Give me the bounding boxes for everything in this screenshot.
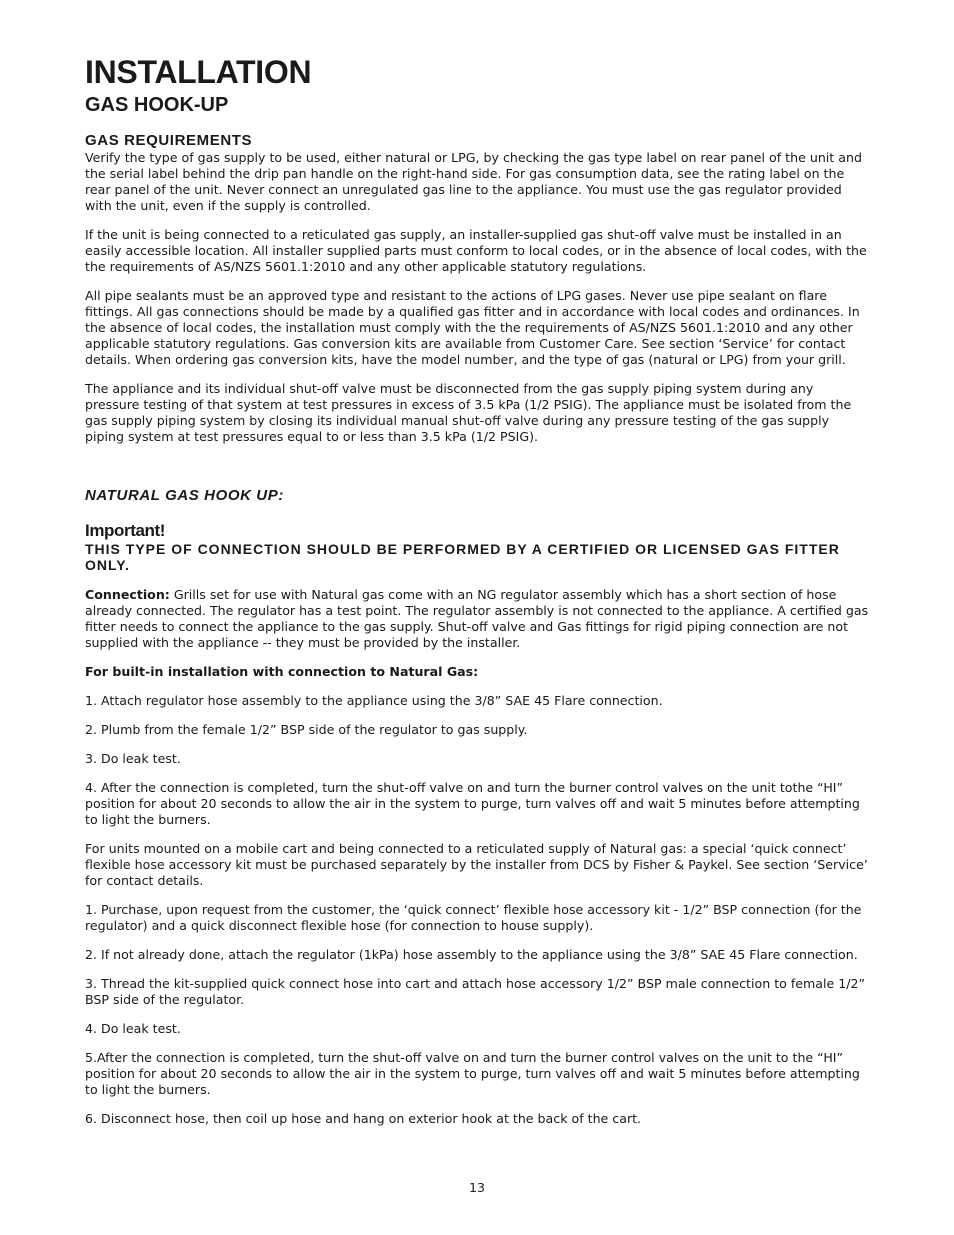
connection-label: Connection:: [85, 587, 170, 602]
mobile-intro: For units mounted on a mobile cart and being connected to a reticulated supply of Natural gas: a special ‘quick connect’ flexible hose accessory kit must be purchased separately by the installer from DCS by Fisher & Paykel. See section ‘Service’ for contact details.: [85, 841, 868, 888]
mobile-step: 5.After the connection is completed, turn the shut-off valve on and turn the burner control valves on the unit to the “HI” position for about 20 seconds to allow the air in the system to purge, turn valves off and wait 5 minutes before attempting to light the burners.: [85, 1050, 860, 1097]
mobile-step: 2. If not already done, attach the regulator (1kPa) hose assembly to the appliance using the 3/8” SAE 45 Flare connection.: [85, 947, 858, 962]
paragraph: The appliance and its individual shut-off valve must be disconnected from the gas supply piping system during any pressure testing of that system at test pressures in excess of 3.5 kPa (1/2 PSIG). The appliance must be isolated from the gas supply piping system by closing its individual manual shut-off valve during any pressure testing of the gas supply piping system at test pressures equal to or less than 3.5 kPa (1/2 PSIG).: [85, 381, 852, 444]
gas-requirements-heading: GAS REQUIREMENTS: [85, 132, 253, 149]
mobile-step: 3. Thread the kit-supplied quick connect hose into cart and attach hose accessory 1/2” BSP male connection to female 1/2” BSP side of the regulator.: [85, 976, 866, 1007]
builtin-step: 3. Do leak test.: [85, 751, 181, 766]
builtin-step: 2. Plumb from the female 1/2” BSP side of the regulator to gas supply.: [85, 722, 528, 737]
mobile-step: 6. Disconnect hose, then coil up hose and hang on exterior hook at the back of the cart.: [85, 1111, 642, 1126]
builtin-step: 1. Attach regulator hose assembly to the appliance using the 3/8” SAE 45 Flare connection.: [85, 693, 663, 708]
paragraph: If the unit is being connected to a reticulated gas supply, an installer-supplied gas shut-off valve must be installed in an easily accessible location. All installer supplied parts must conform to local codes, or in the absence of local codes, with the the requirements of AS/NZS 5601.1:2010 and any other applicable statutory regulations.: [85, 227, 867, 274]
connection-paragraph: [85, 587, 870, 651]
warning-text: THIS TYPE OF CONNECTION SHOULD BE PERFORMED BY A CERTIFIED OR LICENSED GAS FITTER ONLY.: [85, 541, 840, 573]
page-number: 13: [468, 1180, 486, 1195]
mobile-step: 4. Do leak test.: [85, 1021, 181, 1036]
paragraph: Verify the type of gas supply to be used, either natural or LPG, by checking the gas type label on rear panel of the unit and the serial label behind the drip pan handle on the right-hand side. For gas consumption data, see the rating label on the rear panel of the unit. Never connect an unregulated gas line to the appliance. You must use the gas regulator provided with the unit, even if the supply is controlled.: [85, 150, 862, 213]
page-title: INSTALLATION: [85, 54, 312, 90]
connection-text: Grills set for use with Natural gas come with an NG regulator assembly which has a short section of hose already connected. The regulator has a test point. The regulator assembly is not connected to the appliance. A certified gas fitter needs to connect the appliance to the gas supply. Shut-off valve and Gas fittings for rigid piping connection are not supplied with the appliance -- they must be provided by the installer.: [85, 587, 869, 650]
important-label: Important!: [85, 521, 166, 540]
builtin-heading: For built-in installation with connection to Natural Gas:: [85, 664, 479, 679]
page-content: [85, 52, 870, 1140]
section-title: GAS HOOK-UP: [85, 94, 229, 116]
natural-gas-heading: NATURAL GAS HOOK UP:: [85, 487, 284, 504]
paragraph: All pipe sealants must be an approved type and resistant to the actions of LPG gases. Never use pipe sealant on flare fittings. All gas connections should be made by a qualified gas fitter and in accordance with local codes and ordinances. In the absence of local codes, the installation must comply with the the requirements of AS/NZS 5601.1:2010 and any other applicable statutory regulations. Gas conversion kits are available from Customer Care. See section ‘Service’ for contact details. When ordering gas conversion kits, have the model number, and the type of gas (natural or LPG) from your grill.: [85, 288, 860, 367]
mobile-step: 1. Purchase, upon request from the customer, the ‘quick connect’ flexible hose accessory kit - 1/2” BSP connection (for the regulator) and a quick disconnect flexible hose (for connection to house supply).: [85, 902, 862, 933]
builtin-step: 4. After the connection is completed, turn the shut-off valve on and turn the burner control valves on the unit tothe “HI” position for about 20 seconds to allow the air in the system to purge, turn valves off and wait 5 minutes before attempting to light the burners.: [85, 780, 860, 827]
